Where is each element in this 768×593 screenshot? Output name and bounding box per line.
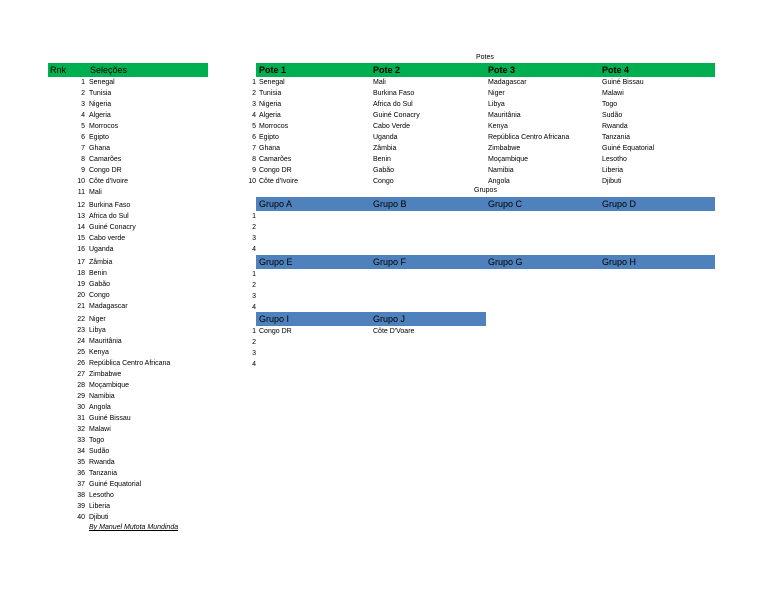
rank-number: 13 xyxy=(77,213,85,220)
group-block-2-rows xyxy=(252,269,715,313)
rank-team-name: Tanzania xyxy=(89,470,118,477)
rank-team-name: Morrocos xyxy=(89,123,119,130)
ranking-row xyxy=(48,468,208,479)
pote-1-header: Pote 1 xyxy=(259,65,287,75)
group-row-index: 3 xyxy=(252,235,256,242)
group-row-index: 4 xyxy=(252,304,256,311)
pote-3-team: Mauritânia xyxy=(488,112,521,119)
pote-4-team: Lesotho xyxy=(602,156,627,163)
rank-number: 18 xyxy=(77,270,85,277)
pote-row xyxy=(252,143,715,154)
rank-team-name: Congo DR xyxy=(89,167,122,174)
ranking-row xyxy=(48,479,208,490)
rank-number: 30 xyxy=(77,404,85,411)
rank-number: 17 xyxy=(77,259,85,266)
ranking-row xyxy=(48,402,208,413)
ranking-row xyxy=(48,301,208,312)
rank-team-name: Rwanda xyxy=(89,459,115,466)
ranking-row xyxy=(48,165,208,176)
pote-row-index: 4 xyxy=(252,112,256,119)
rank-number: 3 xyxy=(81,101,85,108)
rank-number: 8 xyxy=(81,156,85,163)
group-row-index: 4 xyxy=(252,361,256,368)
pote-4-team: Malawi xyxy=(602,90,624,97)
pote-row-index: 1 xyxy=(252,79,256,86)
rank-number: 1 xyxy=(81,79,85,86)
group-team: Côte D'Voare xyxy=(373,328,415,335)
pote-4-team: Sudão xyxy=(602,112,623,119)
rank-number: 16 xyxy=(77,246,85,253)
rank-number: 27 xyxy=(77,371,85,378)
rank-number: 9 xyxy=(81,167,85,174)
ranking-row xyxy=(48,88,208,99)
group-row xyxy=(252,348,715,359)
ranking-row xyxy=(48,121,208,132)
group-team: Congo DR xyxy=(259,328,292,335)
group-row xyxy=(252,233,715,244)
group-block-2-header xyxy=(256,255,715,269)
pote-2-team: Burkina Faso xyxy=(373,90,415,97)
group-b-header: Grupo B xyxy=(373,199,407,209)
ranking-row xyxy=(48,512,208,523)
pote-row xyxy=(252,165,715,176)
pote-1-team: Egipto xyxy=(259,134,279,141)
group-row-index: 1 xyxy=(252,213,256,220)
pote-1-team: Nigeria xyxy=(259,101,282,108)
rank-number: 26 xyxy=(77,360,85,367)
pote-1-team: Tunisia xyxy=(259,90,282,97)
rank-team-name: Ghana xyxy=(89,145,111,152)
group-h-header: Grupo H xyxy=(602,257,637,267)
rank-number: 11 xyxy=(77,189,85,196)
group-row xyxy=(252,222,715,233)
rank-number: 37 xyxy=(77,481,85,488)
group-block-3-header xyxy=(256,312,486,326)
pote-row-index: 8 xyxy=(252,156,256,163)
pote-row-index: 9 xyxy=(252,167,256,174)
rank-number: 20 xyxy=(77,292,85,299)
rank-team-name: Burkina Faso xyxy=(89,202,131,209)
potes-header xyxy=(256,63,715,77)
pote-row-index: 2 xyxy=(252,90,256,97)
pote-3-header: Pote 3 xyxy=(488,65,516,75)
group-e-header: Grupo E xyxy=(259,257,293,267)
rank-number: 5 xyxy=(81,123,85,130)
rank-number: 22 xyxy=(77,316,85,323)
ranking-row xyxy=(48,154,208,165)
group-row-index: 3 xyxy=(252,350,256,357)
pote-3-team: Kenya xyxy=(488,123,508,130)
group-g-header: Grupo G xyxy=(488,257,523,267)
pote-2-team: Uganda xyxy=(373,134,398,141)
ranking-row xyxy=(48,391,208,402)
rank-team-name: Zâmbia xyxy=(89,259,113,266)
group-row xyxy=(252,359,715,370)
ranking-row xyxy=(48,187,208,198)
rank-team-name: República Centro Africana xyxy=(89,360,171,367)
ranking-row xyxy=(48,336,208,347)
group-row xyxy=(252,291,715,302)
rank-number: 40 xyxy=(77,514,85,521)
rank-number: 34 xyxy=(77,448,85,455)
rank-team-name: Algeria xyxy=(89,112,111,119)
rank-number: 19 xyxy=(77,281,85,288)
ranking-row xyxy=(48,99,208,110)
pote-3-team: Moçambique xyxy=(488,156,529,163)
potes-title: Potes xyxy=(476,54,494,61)
rank-team-name: Côte d'Ivoire xyxy=(89,178,129,185)
ranking-row xyxy=(48,257,208,268)
group-i-header: Grupo I xyxy=(259,314,290,324)
pote-row-index: 10 xyxy=(248,178,256,185)
rank-team-name: Liberia xyxy=(89,503,111,510)
rank-team-name: Togo xyxy=(89,437,105,444)
pote-row xyxy=(252,121,715,132)
group-row-index: 4 xyxy=(252,246,256,253)
pote-row-index: 7 xyxy=(252,145,256,152)
ranking-row xyxy=(48,358,208,369)
pote-3-team: Niger xyxy=(488,90,505,97)
pote-4-team: Rwanda xyxy=(602,123,628,130)
pote-row xyxy=(252,77,715,88)
pote-3-team: Namibia xyxy=(488,167,514,174)
ranking-row xyxy=(48,211,208,222)
pote-2-team: Cabo Verde xyxy=(373,123,410,130)
ranking-row xyxy=(48,435,208,446)
pote-3-team: República Centro Africana xyxy=(488,134,570,141)
ranking-row xyxy=(48,176,208,187)
group-f-header: Grupo F xyxy=(373,257,407,267)
group-j-header: Grupo J xyxy=(373,314,406,324)
ranking-header xyxy=(48,63,208,77)
rank-team-name: Niger xyxy=(89,316,106,323)
rank-team-name: Libya xyxy=(89,327,106,334)
ranking-row xyxy=(48,369,208,380)
rank-number: 12 xyxy=(77,202,85,209)
ranking-row xyxy=(48,424,208,435)
rank-team-name: Moçambique xyxy=(89,382,130,389)
group-row xyxy=(252,280,715,291)
ranking-row xyxy=(48,279,208,290)
pote-1-team: Congo DR xyxy=(259,167,292,174)
rank-number: 32 xyxy=(77,426,85,433)
rank-team-name: Cabo verde xyxy=(89,235,126,242)
team-column-header: Seleções xyxy=(90,65,128,75)
pote-3-team: Zimbabwe xyxy=(488,145,521,152)
pote-3-team: Libya xyxy=(488,101,505,108)
pote-2-header: Pote 2 xyxy=(373,65,401,75)
ranking-row xyxy=(48,268,208,279)
group-row-index: 1 xyxy=(252,271,256,278)
ranking-row xyxy=(48,132,208,143)
rank-team-name: Zimbabwe xyxy=(89,371,122,378)
group-c-header: Grupo C xyxy=(488,199,523,209)
group-row-index: 1 xyxy=(252,328,256,335)
pote-1-team: Morrocos xyxy=(259,123,289,130)
pote-2-team: Africa do Sul xyxy=(373,101,413,108)
rank-number: 33 xyxy=(77,437,85,444)
pote-3-team: Madagascar xyxy=(488,79,527,86)
potes-table xyxy=(248,77,715,187)
group-block-1-rows xyxy=(252,211,715,255)
rank-team-name: Congo xyxy=(89,292,110,299)
ranking-row xyxy=(48,380,208,391)
rank-number: 39 xyxy=(77,503,85,510)
rank-team-name: Kenya xyxy=(89,349,109,356)
pote-4-team: Liberia xyxy=(602,167,624,174)
ranking-row xyxy=(48,457,208,468)
ranking-row xyxy=(48,490,208,501)
group-a-header: Grupo A xyxy=(259,199,293,209)
grupos-title: Grupos xyxy=(474,187,497,194)
pote-2-team: Zâmbia xyxy=(373,145,397,152)
rank-team-name: Benin xyxy=(89,270,107,277)
rank-team-name: Mali xyxy=(89,189,102,196)
rank-number: 38 xyxy=(77,492,85,499)
pote-row xyxy=(252,88,715,99)
pote-1-team: Ghana xyxy=(259,145,281,152)
rank-number: 10 xyxy=(77,178,85,185)
rank-team-name: Angola xyxy=(89,404,111,411)
rank-team-name: Nigeria xyxy=(89,101,112,108)
rank-number: 2 xyxy=(81,90,85,97)
group-d-header: Grupo D xyxy=(602,199,637,209)
pote-row xyxy=(252,99,715,110)
rank-team-name: Malawi xyxy=(89,426,111,433)
rank-column-header: Rnk xyxy=(50,65,67,75)
pote-1-team: Algeria xyxy=(259,112,281,119)
rank-number: 36 xyxy=(77,470,85,477)
group-row xyxy=(252,269,715,280)
ranking-row xyxy=(48,446,208,457)
ranking-row xyxy=(48,200,208,211)
rank-number: 28 xyxy=(77,382,85,389)
rank-team-name: Guiné Conacry xyxy=(89,224,136,231)
rank-team-name: Camarões xyxy=(89,156,122,163)
ranking-list xyxy=(48,77,208,523)
group-row xyxy=(252,244,715,255)
pote-4-team: Guiné Equatorial xyxy=(602,145,655,152)
rank-number: 35 xyxy=(77,459,85,466)
rank-number: 31 xyxy=(77,415,85,422)
group-row xyxy=(252,326,715,337)
rank-team-name: Egipto xyxy=(89,134,109,141)
rank-number: 14 xyxy=(77,224,85,231)
rank-team-name: Madagascar xyxy=(89,303,128,310)
pote-2-team: Mali xyxy=(373,79,386,86)
rank-team-name: Guiné Bissau xyxy=(89,415,131,422)
ranking-row xyxy=(48,413,208,424)
rank-number: 29 xyxy=(77,393,85,400)
ranking-row xyxy=(48,325,208,336)
rank-number: 23 xyxy=(77,327,85,334)
pote-row-index: 5 xyxy=(252,123,256,130)
pote-2-team: Benin xyxy=(373,156,391,163)
ranking-row xyxy=(48,143,208,154)
rank-team-name: Namibia xyxy=(89,393,115,400)
pote-2-team: Gabão xyxy=(373,167,395,174)
rank-number: 21 xyxy=(77,303,85,310)
group-block-1-header xyxy=(256,197,715,211)
pote-2-team: Congo xyxy=(373,178,394,185)
rank-number: 7 xyxy=(81,145,85,152)
rank-number: 4 xyxy=(81,112,85,119)
group-block-3-rows xyxy=(252,326,715,370)
ranking-row xyxy=(48,222,208,233)
rank-team-name: Mauritânia xyxy=(89,338,122,345)
pote-row xyxy=(252,154,715,165)
group-row-index: 3 xyxy=(252,293,256,300)
rank-number: 15 xyxy=(77,235,85,242)
ranking-row xyxy=(48,347,208,358)
group-row-index: 2 xyxy=(252,224,256,231)
pote-row-index: 6 xyxy=(252,134,256,141)
rank-team-name: Uganda xyxy=(89,246,114,253)
rank-number: 25 xyxy=(77,349,85,356)
pote-4-header: Pote 4 xyxy=(602,65,630,75)
rank-team-name: Tunisia xyxy=(89,90,112,97)
author-credit: By Manuel Mutota Mundinda xyxy=(89,524,179,531)
rank-team-name: Senegal xyxy=(89,79,115,86)
pote-4-team: Togo xyxy=(602,101,618,108)
pote-row-index: 3 xyxy=(252,101,256,108)
rank-team-name: Gabão xyxy=(89,281,111,288)
pote-4-team: Tanzania xyxy=(602,134,631,141)
group-row xyxy=(252,211,715,222)
ranking-row xyxy=(48,244,208,255)
ranking-row xyxy=(48,290,208,301)
rank-team-name: Djibuti xyxy=(89,514,109,521)
pote-row xyxy=(252,110,715,121)
rank-number: 6 xyxy=(81,134,85,141)
rank-number: 24 xyxy=(77,338,85,345)
ranking-row xyxy=(48,314,208,325)
pote-1-team: Camarões xyxy=(259,156,292,163)
pote-4-team: Djibuti xyxy=(602,178,622,185)
rank-team-name: Sudão xyxy=(89,448,110,455)
ranking-row xyxy=(48,233,208,244)
rank-team-name: Lesotho xyxy=(89,492,114,499)
ranking-row xyxy=(48,501,208,512)
pote-2-team: Guiné Conacry xyxy=(373,112,420,119)
ranking-row xyxy=(48,110,208,121)
pote-3-team: Angola xyxy=(488,178,510,185)
pote-row xyxy=(252,132,715,143)
pote-1-team: Côte d'Ivoire xyxy=(259,178,299,185)
group-row-index: 2 xyxy=(252,282,256,289)
pote-1-team: Senegal xyxy=(259,79,285,86)
group-row-index: 2 xyxy=(252,339,256,346)
rank-team-name: Guiné Equatorial xyxy=(89,481,142,488)
ranking-row xyxy=(48,77,208,88)
group-row xyxy=(252,337,715,348)
rank-team-name: Africa do Sul xyxy=(89,213,129,220)
pote-4-team: Guiné Bissau xyxy=(602,79,644,86)
